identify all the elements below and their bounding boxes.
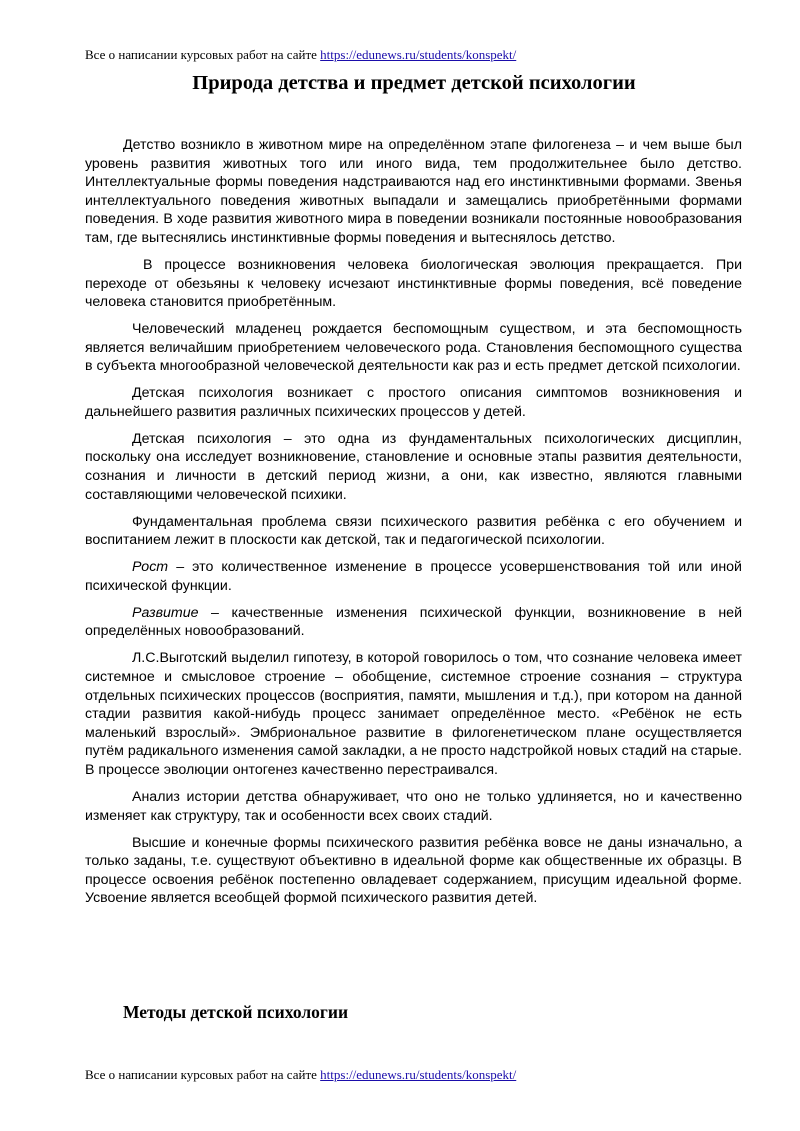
paragraph-5: Детская психология – это одна из фундаментальных психологических дисциплин, поскольку она исследует возникновение, становление и основные этапы развития деятельности, сознания и личности в детский период жизни, а они, как известно, являются главными составляющими человеческой психики.	[85, 430, 742, 503]
paragraph-10: Анализ истории детства обнаруживает, что оно не только удлиняется, но и качественно изменяет как структуру, так и особенности всех своих стадий.	[85, 788, 742, 824]
section-heading: Методы детской психологии	[123, 1002, 349, 1022]
paragraph-8-text: – качественные изменения психической функции, возникновение в ней определённых новообразований.	[85, 604, 742, 640]
paragraph-2: В процессе возникновения человека биологическая эволюция прекращается. При переходе от обезьяны к человеку исчезают инстинктивные формы поведения, всё поведение человека становится приобретённым.	[85, 256, 742, 311]
page-footer	[85, 1067, 760, 1083]
document-body	[85, 136, 742, 916]
term-growth: Рост	[132, 559, 169, 576]
paragraph-11: Высшие и конечные формы психического развития ребёнка вовсе не даны изначально, а только заданы, т.е. существуют объективно в идеальной форме как общественные их образцы. В процессе освоения ребёнок постепенно овладевает содержанием, присущим идеальной форме. Усвоение является всеобщей формой психического развития детей.	[85, 834, 742, 907]
paragraph-1: Детство возникло в животном мире на определённом этапе филогенеза – и чем выше был уровень развития животных того или иного вида, тем продолжительнее было детство. Интеллектуальные формы поведения надстраиваются над его инстинктивными формами. Звенья интеллектуального поведения животных выпадали и замещались приобретёнными формами поведения. В ходе развития животного мира в поведении возникали постоянные новообразования там, где вытеснялись инстинктивные формы поведения и вытеснялось детство.	[85, 137, 742, 246]
paragraph-9: Л.С.Выготский выделил гипотезу, в которой говорилось о том, что сознание человека имеет системное и смысловое строение – обобщение, системное строение сознания – структура отдельных психических процессов (восприятия, памяти, мышления и т.д.), при котором на данной стадии развития какой-нибудь процесс занимает определённое место. «Ребёнок не есть маленький взрослый». Эмбриональное развитие в филогенетическом плане осуществляется путём радикального изменения самой закладки, а не просто надстройкой новых стадий на старые. В процессе эволюции онтогенез качественно перестраивался.	[85, 650, 742, 778]
paragraph-6: Фундаментальная проблема связи психического развития ребёнка с его обучением и воспитанием лежит в плоскости как детской, так и педагогической психологии.	[85, 513, 742, 549]
header-text: Все о написании курсовых работ на сайте	[85, 47, 321, 62]
term-development: Развитие	[132, 604, 199, 621]
paragraph-3: Человеческий младенец рождается беспомощным существом, и эта беспомощность является величайшим приобретением человеческого рода. Становления беспомощного существа в субъекта многообразной человеческой деятельности как раз и есть предмет детской психологии.	[85, 321, 742, 375]
paragraph-8	[85, 604, 742, 641]
page-header	[85, 47, 760, 63]
paragraph-7-text: – это количественное изменение в процессе усовершенствования той или иной психической функции.	[85, 559, 742, 594]
footer-link[interactable]: https://edunews.ru/students/konspekt/	[320, 1067, 517, 1082]
paragraph-4: Детская психология возникает с простого описания симптомов возникновения и дальнейшего развития различных психических процессов у детей.	[85, 385, 742, 420]
header-link[interactable]: https://edunews.ru/students/konspekt/	[320, 47, 517, 62]
footer-text: Все о написании курсовых работ на сайте	[85, 1067, 321, 1082]
paragraph-7	[85, 558, 742, 595]
document-title: Природа детства и предмет детской психологии	[192, 72, 636, 94]
